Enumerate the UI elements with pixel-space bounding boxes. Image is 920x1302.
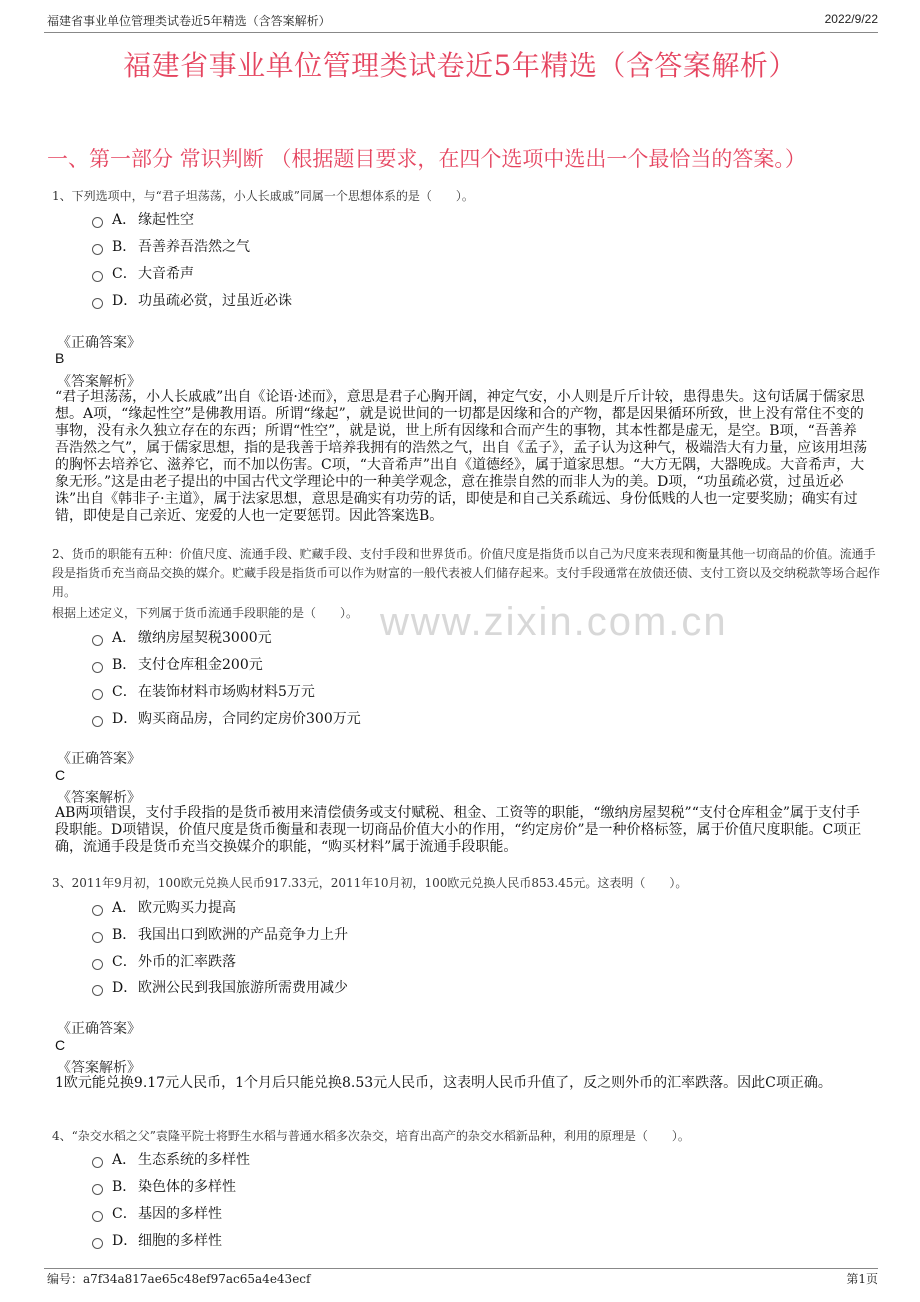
question-3-option-a[interactable]: A． 欧元购买力提高 (92, 897, 236, 917)
radio-icon[interactable] (92, 985, 103, 996)
radio-icon[interactable] (92, 689, 103, 700)
question-3-correct-label: 《正确答案》 (57, 1021, 141, 1037)
radio-icon[interactable] (92, 298, 103, 309)
question-3-option-b[interactable]: B． 我国出口到欧洲的产品竞争力上升 (92, 924, 348, 944)
header-divider (44, 32, 878, 33)
question-4-stem: 4、“杂交水稻之父”袁隆平院士将野生水稻与普通水稻多次杂交，培育出高产的杂交水稻新品种，利用的原理是（ ）。 (52, 1129, 690, 1143)
header-doc-title: 福建省事业单位管理类试卷近5年精选（含答案解析） (47, 14, 331, 28)
radio-icon[interactable] (92, 244, 103, 255)
radio-icon[interactable] (92, 1238, 103, 1249)
radio-icon[interactable] (92, 1211, 103, 1222)
question-1-option-d[interactable]: D． 功虽疏必赏，过虽近必诛 (92, 290, 292, 310)
question-1-answer: B (55, 350, 65, 366)
watermark: www.zixin.com.cn (380, 600, 728, 644)
question-2-correct-label: 《正确答案》 (57, 751, 141, 767)
question-1-explanation: “君子坦荡荡，小人长戚戚”出自《论语·述而》，意思是君子心胸开阔，神定气安，小人则是斤斤计较，患得患失。这句话属于儒家思想。A项，“缘起性空”是佛教用语。所谓“缘起”，就是说世间的一切都是因缘和合的产物，都是因果循环所致，世上没有常住不变的事物，没有永久独立存在的东西；所谓“性空”，就是说，世上所有因缘和合而产生的事物，其本性都是虚无，是空。B项，“吾善养吾浩然之气”，属于儒家思想，指的是我善于培养我拥有的浩然之气，出自《孟子》，孟子认为这种气，极端浩大有力量，应该用坦荡的胸怀去培养它、滋养它，而不加以伤害。C项，“大音希声”出自《道德经》，属于道家思想。“大方无隅，大器晚成。大音希声，大象无形。”这是由老子提出的中国古代文学理论中的一种美学观念，意在推崇自然的而非人为的美。D项，“功虽疏必赏，过虽近必诛”出自《韩非子·主道》，属于法家思想，意思是确实有功劳的话，即使是和自己关系疏远、身份低贱的人也一定要奖励；确实有过错，即使是自己亲近、宠爱的人也一定要惩罚。因此答案选B。 (55, 389, 868, 524)
radio-icon[interactable] (92, 271, 103, 282)
question-2-option-c[interactable]: C． 在装饰材料市场购材料5万元 (92, 681, 315, 701)
question-1-option-a[interactable]: A． 缘起性空 (92, 209, 194, 229)
question-4-option-a[interactable]: A． 生态系统的多样性 (92, 1149, 250, 1169)
question-1-option-b[interactable]: B． 吾善养吾浩然之气 (92, 236, 250, 256)
radio-icon[interactable] (92, 1184, 103, 1195)
question-2-stem: 2、货币的职能有五种：价值尺度、流通手段、贮藏手段、支付手段和世界货币。价值尺度是指货币以自己为尺度来表现和衡量其他一切商品的价值。流通手段是指货币充当商品交换的媒介。贮藏手段是指货币可以作为财富的一般代表被人们储存起来。支付手段通常在放债还债、支付工资以及交纳税款等场合起作用。 (52, 547, 881, 599)
question-4-option-c[interactable]: C． 基因的多样性 (92, 1203, 222, 1223)
question-1-analysis-label: 《答案解析》 (57, 374, 141, 390)
question-4-option-d[interactable]: D． 细胞的多样性 (92, 1230, 222, 1250)
question-2-explanation: AB两项错误，支付手段指的是货币被用来清偿债务或支付赋税、租金、工资等的职能，“缴纳房屋契税”“支付仓库租金”属于支付手段职能。D项错误，价值尺度是货币衡量和表现一切商品价值大小的作用，“约定房价”是一种价格标签，属于价值尺度职能。C项正确，流通手段是货币充当交换媒介的职能，“购买材料”属于流通手段职能。 (55, 805, 862, 855)
question-1-correct-label: 《正确答案》 (57, 335, 141, 351)
question-2-option-a[interactable]: A． 缴纳房屋契税3000元 (92, 627, 272, 647)
radio-icon[interactable] (92, 662, 103, 673)
radio-icon[interactable] (92, 716, 103, 727)
radio-icon[interactable] (92, 905, 103, 916)
page-footer (47, 1270, 878, 1290)
footer-divider (44, 1268, 878, 1269)
radio-icon[interactable] (92, 932, 103, 943)
question-3-analysis-label: 《答案解析》 (57, 1060, 141, 1076)
question-2-analysis-label: 《答案解析》 (57, 790, 141, 806)
document-title: 福建省事业单位管理类试卷近5年精选（含答案解析） (123, 49, 797, 82)
radio-icon[interactable] (92, 217, 103, 228)
radio-icon[interactable] (92, 959, 103, 970)
question-3-stem: 3、2011年9月初，100欧元兑换人民币917.33元，2011年10月初，100欧元兑换人民币853.45元。这表明（ ）。 (52, 876, 688, 890)
radio-icon[interactable] (92, 635, 103, 646)
question-2-prompt: 根据上述定义，下列属于货币流通手段职能的是（ ）。 (52, 606, 359, 620)
question-1-stem: 1、下列选项中，与“君子坦荡荡，小人长戚戚”同属一个思想体系的是（ ）。 (52, 189, 474, 203)
question-2-option-d[interactable]: D． 购买商品房，合同约定房价300万元 (92, 708, 361, 728)
question-3-explanation: 1欧元能兑换9.17元人民币，1个月后只能兑换8.53元人民币，这表明人民币升值了，反之则外币的汇率跌落。因此C项正确。 (55, 1075, 832, 1091)
question-3-answer: C (55, 1037, 66, 1053)
section-heading: 一、第一部分 常识判断 （根据题目要求，在四个选项中选出一个最恰当的答案。） (47, 147, 806, 171)
page-number: 第1页 (846, 1272, 878, 1286)
header-date: 2022/9/22 (824, 12, 878, 26)
document-id: 编号：a7f34a817ae65c48ef97ac65a4e43ecf (47, 1272, 311, 1286)
question-2-answer: C (55, 767, 66, 783)
question-3-option-c[interactable]: C． 外币的汇率跌落 (92, 951, 236, 971)
question-3-option-d[interactable]: D． 欧洲公民到我国旅游所需费用减少 (92, 977, 348, 997)
question-1-option-c[interactable]: C． 大音希声 (92, 263, 194, 283)
question-4-option-b[interactable]: B． 染色体的多样性 (92, 1176, 236, 1196)
question-2-option-b[interactable]: B． 支付仓库租金200元 (92, 654, 263, 674)
radio-icon[interactable] (92, 1157, 103, 1168)
page-header (47, 12, 878, 32)
